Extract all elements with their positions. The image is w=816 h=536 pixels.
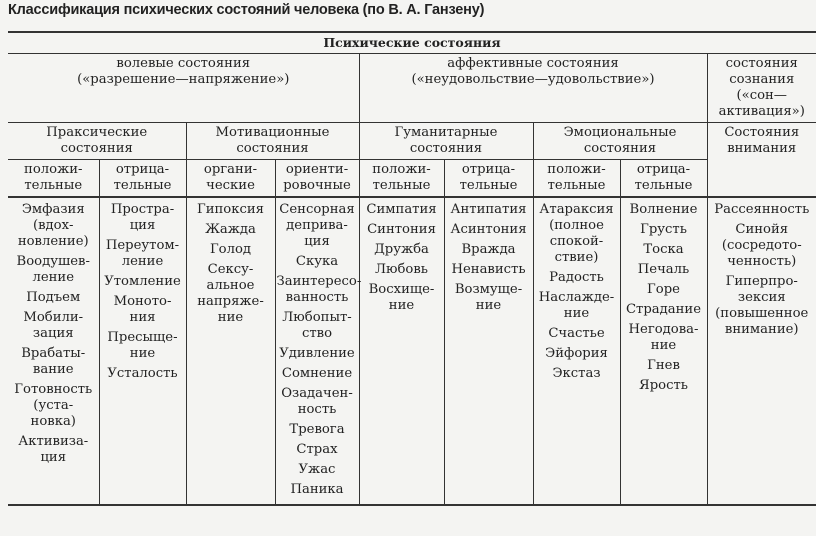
state-item: Тоска bbox=[643, 242, 684, 257]
state-item: Сенсорная деприва- ция bbox=[279, 202, 355, 249]
state-item: Жажда bbox=[205, 222, 256, 237]
subgroup-emotional: Эмоциональные состояния bbox=[533, 123, 707, 160]
state-item: Гиперпро- зексия (повышенное внимание) bbox=[715, 274, 809, 337]
state-item: Синтония bbox=[367, 222, 436, 237]
classification-table bbox=[8, 31, 816, 506]
state-item: Восхище- ние bbox=[368, 282, 435, 313]
subgroup-motivational: Мотивационные состояния bbox=[186, 123, 359, 160]
state-item: Усталость bbox=[107, 366, 178, 381]
state-column bbox=[707, 197, 816, 505]
state-item: Простра- ция bbox=[110, 202, 175, 233]
state-item: Тревога bbox=[289, 422, 345, 437]
subsub-cell: отрица- тельные bbox=[99, 160, 186, 198]
header-cell: Психические состояния bbox=[8, 32, 816, 54]
state-item: Счастье bbox=[548, 326, 605, 341]
state-item: Сексу- альное напряже- ние bbox=[197, 262, 264, 325]
state-item: Мобили- зация bbox=[23, 310, 84, 341]
state-item: Готовность (уста- новка) bbox=[14, 382, 93, 429]
group-consciousness: состояния сознания («сон— активация») bbox=[707, 54, 816, 123]
group-volitional: волевые состояния («разрешение—напряжение») bbox=[8, 54, 359, 123]
page-title: Классификация психических состояний человека (по В. А. Ганзену) bbox=[8, 2, 485, 18]
state-item: Любопыт- ство bbox=[282, 310, 352, 341]
state-item: Страдание bbox=[625, 302, 702, 317]
state-item: Симпатия bbox=[366, 202, 437, 217]
state-column bbox=[186, 197, 275, 505]
state-item: Антипатия bbox=[450, 202, 527, 217]
subsub-cell: ориенти- ровочные bbox=[275, 160, 359, 198]
state-item: Ужас bbox=[298, 462, 336, 477]
state-column bbox=[620, 197, 707, 505]
state-item: Радость bbox=[549, 270, 604, 285]
state-item: Любовь bbox=[375, 262, 428, 277]
state-item: Гнев bbox=[647, 358, 680, 373]
state-item: Грусть bbox=[640, 222, 687, 237]
state-column bbox=[99, 197, 186, 505]
state-item: Ярость bbox=[639, 378, 688, 393]
state-item: Паника bbox=[290, 482, 344, 497]
state-item: Вражда bbox=[461, 242, 516, 257]
group-affective: аффективные состояния («неудовольствие—удовольствие») bbox=[359, 54, 707, 123]
state-item: Эмфазия (вдох- новление) bbox=[17, 202, 89, 249]
subsub-cell: отрица- тельные bbox=[444, 160, 533, 198]
state-item: Синойя (сосредото- ченность) bbox=[721, 222, 802, 269]
state-item: Эйфория bbox=[545, 346, 608, 361]
state-column bbox=[275, 197, 362, 505]
state-item: Озадачен- ность bbox=[281, 386, 353, 417]
state-item: Возмуще- ние bbox=[454, 282, 523, 313]
subsub-cell: положи- тельные bbox=[359, 160, 444, 198]
state-item: Волнение bbox=[629, 202, 698, 217]
state-item: Экстаз bbox=[552, 366, 601, 381]
subgroup-humanitarian: Гуманитарные состояния bbox=[359, 123, 533, 160]
state-item: Сомнение bbox=[281, 366, 353, 381]
state-item: Ненависть bbox=[451, 262, 526, 277]
state-column bbox=[8, 197, 99, 505]
state-item: Моното- ния bbox=[113, 294, 172, 325]
state-item: Подъем bbox=[26, 290, 81, 305]
subgroup-praxic: Праксические состояния bbox=[8, 123, 186, 160]
state-item: Рассеянность bbox=[714, 202, 810, 217]
state-item: Врабаты- вание bbox=[21, 346, 86, 377]
state-item: Наслажде- ние bbox=[538, 290, 615, 321]
state-item: Гипоксия bbox=[197, 202, 264, 217]
subsub-cell: органи- ческие bbox=[186, 160, 275, 198]
state-item: Удивление bbox=[279, 346, 355, 361]
state-item: Пресыще- ние bbox=[107, 330, 178, 361]
state-item: Голод bbox=[209, 242, 252, 257]
state-item: Активиза- ция bbox=[18, 434, 89, 465]
state-item: Воодушев- ление bbox=[16, 254, 90, 285]
state-column bbox=[533, 197, 620, 505]
state-column bbox=[444, 197, 533, 505]
state-item: Скука bbox=[295, 254, 339, 269]
state-item: Заинтересо- ванность bbox=[276, 274, 362, 305]
state-column bbox=[359, 197, 444, 505]
state-item: Дружба bbox=[374, 242, 429, 257]
state-item: Утомление bbox=[104, 274, 181, 289]
state-item: Печаль bbox=[637, 262, 690, 277]
subgroup-attention: Состояния внимания bbox=[707, 123, 816, 198]
state-item: Страх bbox=[296, 442, 338, 457]
state-item: Негодова- ние bbox=[628, 322, 699, 353]
state-item: Асинтония bbox=[450, 222, 527, 237]
subsub-cell: отрица- тельные bbox=[620, 160, 707, 198]
state-item: Переутом- ление bbox=[105, 238, 180, 269]
state-item: Атараксия (полное спокой- ствие) bbox=[539, 202, 614, 265]
subsub-cell: положи- тельные bbox=[24, 162, 83, 193]
state-item: Горе bbox=[647, 282, 680, 297]
subsub-cell: положи- тельные bbox=[533, 160, 620, 198]
